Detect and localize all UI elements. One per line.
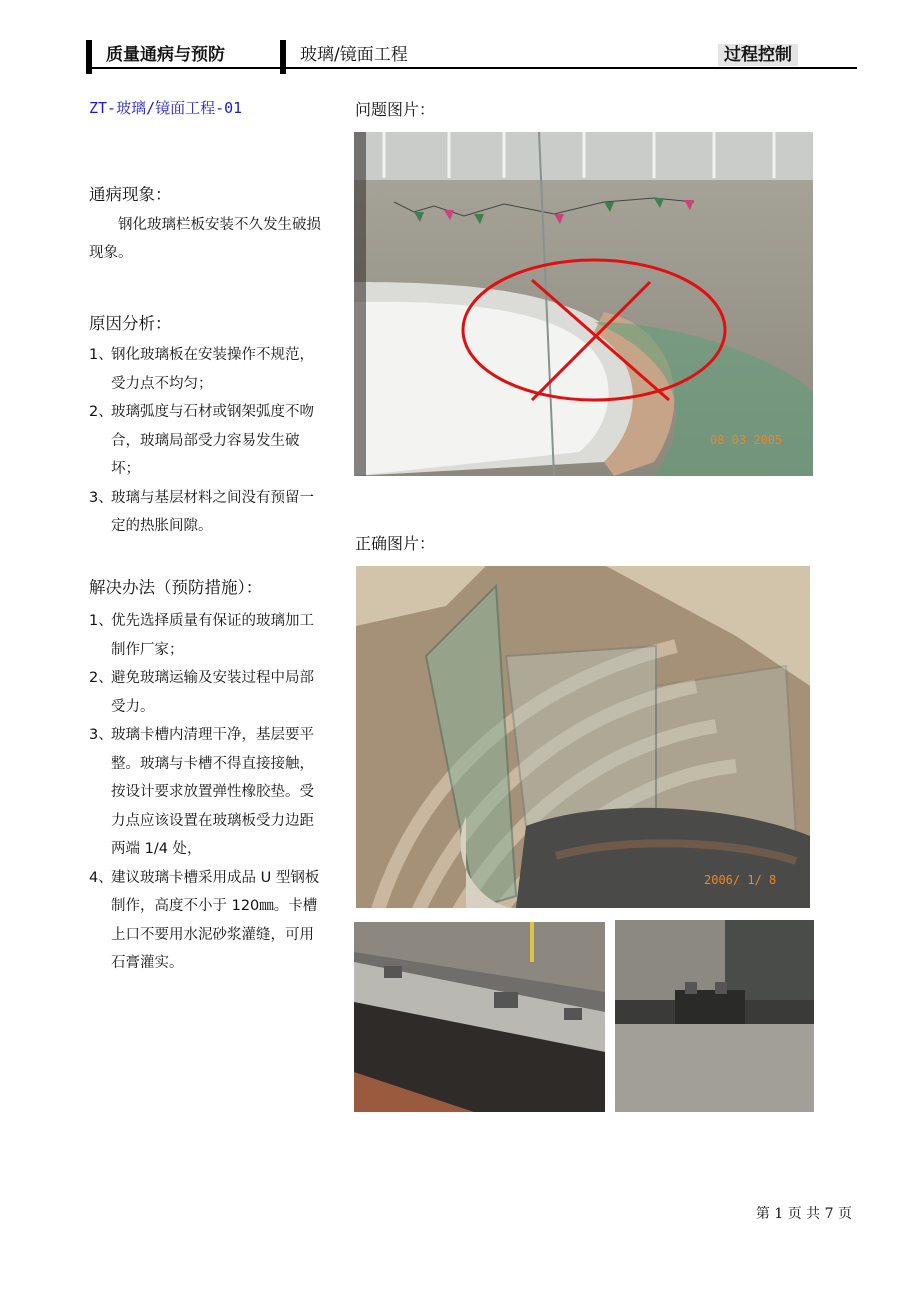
list-item: 2、 玻璃弧度与石材或钢架弧度不吻合，玻璃局部受力容易发生破坏； (89, 404, 314, 477)
list-item: 1、 优先选择质量有保证的玻璃加工制作厂家； (89, 613, 314, 658)
list-item: 3、 玻璃卡槽内清理干净，基层要平整。玻璃与卡槽不得直接接触，按设计要求放置弹性橡胶垫。受力点应该设置在玻璃板受力边距两端 1/4 处， (89, 727, 314, 857)
header-title-right: 过程控制 (718, 44, 798, 66)
list-item: 1、 钢化玻璃板在安装操作不规范，受力点不均匀； (89, 347, 314, 392)
header-title-left: 质量通病与预防 (106, 45, 225, 65)
correct-photo-channel (354, 922, 605, 1112)
cause-list (89, 341, 325, 541)
problem-photo-caption: 问题图片： (355, 100, 436, 119)
list-item: 4、 建议玻璃卡槽采用成品 U 型钢板制作，高度不小于 120㎜。卡槽上口不要用水泥砂浆灌缝，可用石膏灌实。 (89, 869, 320, 971)
correct-photo-date: 2006/ 1/ 8 (704, 873, 777, 887)
problem-photo (354, 132, 813, 476)
solution-title: 解决办法（预防措施）： (89, 578, 263, 597)
symptom-title: 通病现象： (89, 185, 172, 204)
header-rule (86, 67, 857, 69)
correct-photo-main (356, 566, 810, 908)
page-number: 第 1 页 共 7 页 (755, 1206, 852, 1222)
cause-title: 原因分析： (89, 314, 172, 333)
correct-photo-detail (615, 920, 814, 1112)
document-code: ZT-玻璃/镜面工程-01 (89, 99, 243, 117)
problem-photo-date: 08 03 2005 (710, 433, 783, 447)
symptom-text: 钢化玻璃栏板安装不久发生破损现象。 (89, 217, 321, 261)
correct-photo-caption: 正确图片： (355, 534, 436, 553)
solution-list (89, 607, 325, 978)
list-item: 2、 避免玻璃运输及安装过程中局部受力。 (89, 670, 314, 715)
list-item: 3、 玻璃与基层材料之间没有预留一定的热胀间隙。 (89, 489, 314, 534)
header-title-middle: 玻璃/镜面工程 (300, 45, 408, 65)
